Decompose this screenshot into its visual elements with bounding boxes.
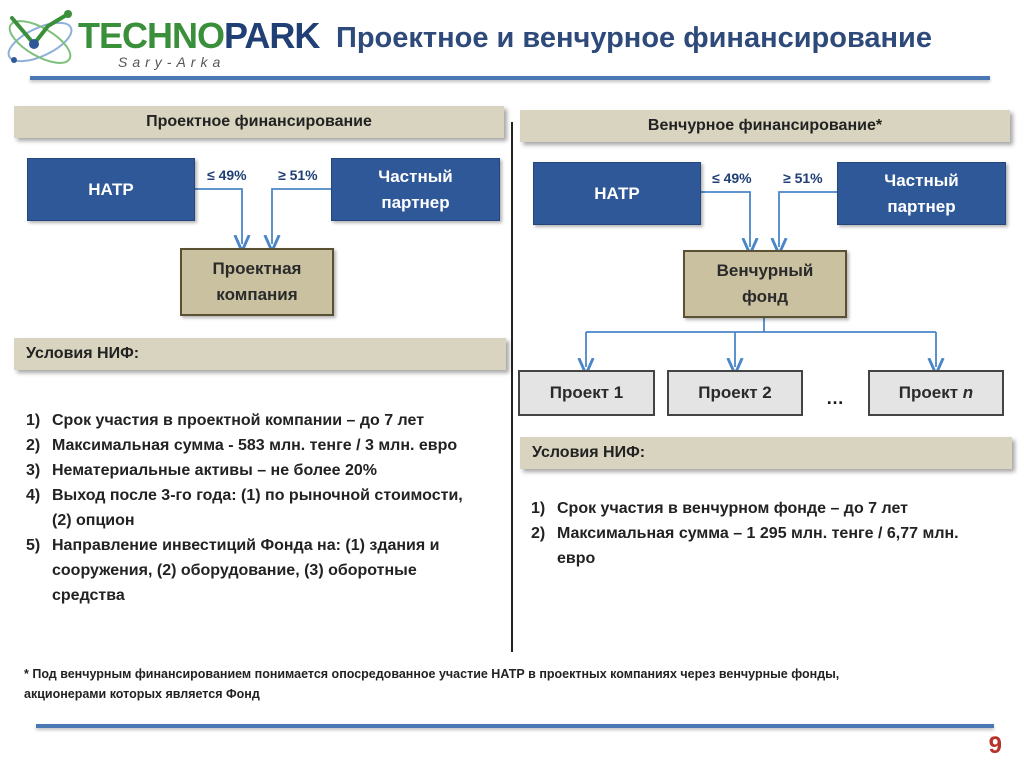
right-section-header: Венчурное финансирование* [520,110,1010,142]
right-conditions-list [531,496,981,571]
pct-natr-left: ≤ 49% [207,167,247,183]
partner-box-right [837,162,1006,225]
pct-partner-left: ≥ 51% [278,167,318,183]
list-item: 1) Срок участия в проектной компании – до 7 лет [26,412,425,429]
arrow-partner-to-fund [779,192,837,247]
fund-line1: Венчурный [716,261,814,280]
left-section-header: Проектное финансирование [14,106,504,138]
page-title: Проектное и венчурное финансирование [336,22,933,54]
natr-box-left: НАТР [27,158,195,221]
partner-line1: Частный [884,170,959,190]
pct-partner-right: ≥ 51% [783,170,823,186]
company-line1: Проектная [212,259,302,278]
natr-box-right: НАТР [533,162,701,225]
arrow-partner-to-company [272,189,331,244]
arrow-natr-to-company [193,189,242,244]
company-line2: компания [216,285,298,304]
list-item: 3) Нематериальные активы – не более 20% [26,462,378,479]
footnote [24,664,984,704]
logo-part2: PARK [224,15,320,56]
left-conditions-header: Условия НИФ: [14,338,506,370]
project-n-label: Проект [898,383,963,402]
arrow-natr-to-fund [699,192,750,247]
venture-fund-box [683,250,847,318]
footnote-line2: акционерами которых является Фонд [24,687,260,701]
pct-natr-right: ≤ 49% [712,170,752,186]
list-item: 1) Срок участия в венчурном фонде – до 7 лет [531,500,908,517]
fund-line2: фонд [741,287,789,306]
project-n-variable: n [962,383,974,402]
logo-subtitle: Sary-Arka [118,54,226,70]
project-n-box [868,370,1004,416]
project-1-box: Проект 1 [518,370,655,416]
logo-part1: TECHNO [78,15,224,56]
projects-ellipsis: … [826,388,844,408]
partner-box-left [331,158,500,221]
list-item: 5) Направление инвестиций Фонда на: (1) здания и сооружения, (2) оборудование, (3) оборотные средства [26,537,440,604]
partner-line1: Частный [378,166,453,186]
footer-rule [36,724,994,728]
partner-line2: партнер [887,196,956,216]
project-company-box [180,248,334,316]
page-number: 9 [988,732,1002,759]
partner-line2: партнер [381,192,450,212]
list-item: 4) Выход после 3-го года: (1) по рыночной стоимости, (2) опцион [26,487,463,529]
left-conditions-list [26,408,486,608]
footnote-line1: * Под венчурным финансированием понимается опосредованное участие НАТР в проектных компаниях через венчурные фонды, [24,667,840,681]
list-item: 2) Максимальная сумма – 1 295 млн. тенге / 6,77 млн. евро [531,525,959,567]
right-conditions-header: Условия НИФ: [520,437,1012,469]
list-item: 2) Максимальная сумма - 583 млн. тенге / 3 млн. евро [26,437,458,454]
project-2-box: Проект 2 [667,370,803,416]
